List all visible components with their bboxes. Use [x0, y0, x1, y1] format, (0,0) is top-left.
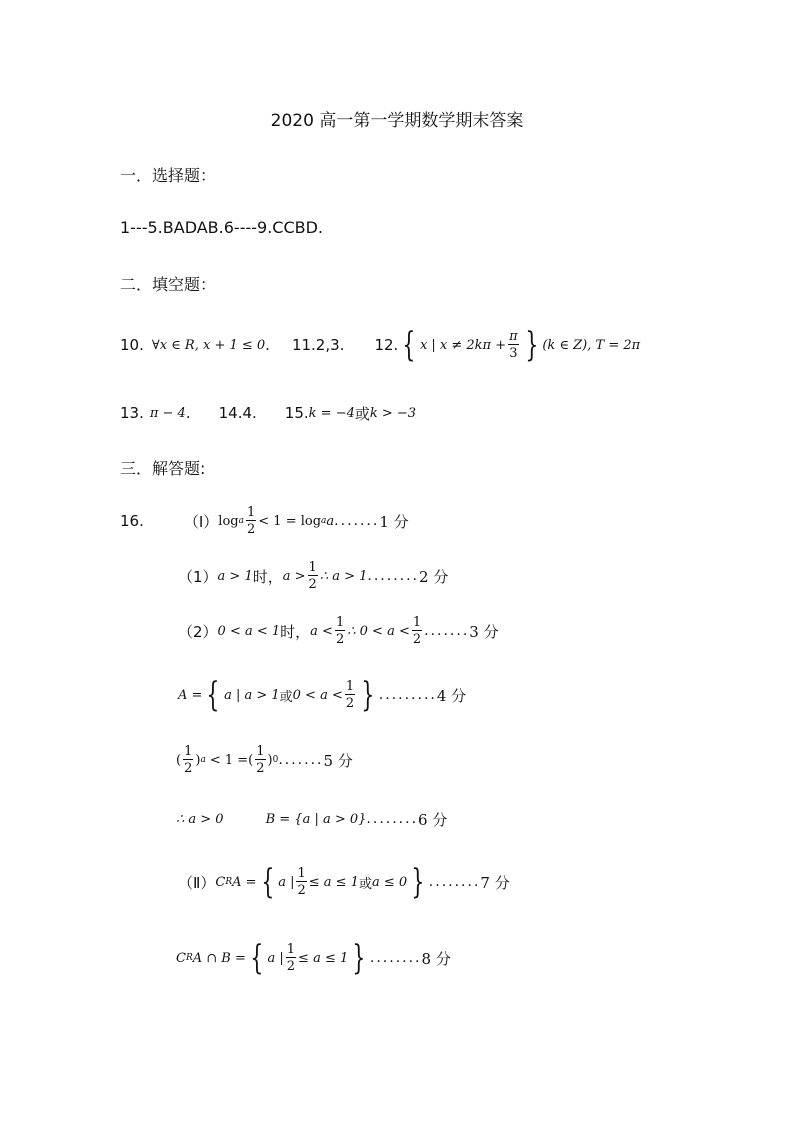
part-1-label: （Ⅰ） [183, 512, 219, 531]
q12-set-left: x | x ≠ 2kπ + [419, 337, 507, 353]
leader-dots: ........ [369, 950, 422, 966]
fraction-half [286, 943, 296, 973]
case-2-label: （2） [178, 622, 218, 641]
page-title: 2020 高一第一学期数学期末答案 [270, 111, 524, 131]
intersection-equals: A ∩ B = [192, 950, 246, 966]
q12-set-right: (k ∈ Z), T = 2π [542, 337, 641, 353]
set-b: B = {a | a > 0} [265, 811, 367, 827]
choice-answers: 1---5.BADAB.6----9.CCBD. [120, 218, 323, 237]
fraction-half [308, 561, 318, 591]
numerator: 1 [412, 615, 422, 630]
section-fill-heading: 二．填空题： [120, 275, 217, 294]
score-7: 7 分 [480, 873, 510, 892]
denominator: 2 [345, 696, 355, 711]
q10-expression: ∀x ∈ R, x + 1 ≤ 0 [151, 337, 266, 353]
denominator: 2 [308, 577, 317, 592]
case-2-inequality: a < [310, 623, 333, 639]
set-a-or: 或 [279, 689, 293, 705]
section-solution-heading: 三．解答题: [120, 459, 206, 478]
solution-line-8 [176, 936, 451, 980]
log-compare: < 1 = log [258, 513, 322, 529]
score-2: 2 分 [419, 567, 449, 586]
left-brace: { [402, 325, 416, 365]
q12-denominator: 3 [509, 346, 518, 361]
leader-dots: ....... [334, 513, 380, 529]
denominator: 2 [246, 522, 256, 537]
left-brace: { [260, 862, 274, 902]
case-2-when: 时， [280, 622, 311, 641]
fraction-half [345, 680, 355, 710]
complement-condition-2: a ≤ 0 [371, 874, 408, 890]
leader-dots: ......... [378, 687, 437, 703]
q13-expression: π − 4 [149, 405, 186, 421]
denominator: 2 [256, 761, 265, 776]
case-1-result: ∴ a > 1 [319, 568, 368, 584]
q13-end: . [185, 404, 191, 422]
score-6: 6 分 [418, 810, 448, 829]
q10-label: 10. [120, 336, 144, 354]
log-text: log [218, 513, 239, 529]
case-2-result: ∴ 0 < a < [347, 623, 410, 639]
complement-symbol: C [176, 950, 186, 966]
q12-numerator: π [509, 329, 518, 344]
score-5: 5 分 [323, 751, 353, 770]
set-a-label: A = [178, 687, 203, 703]
question-16-number: 16. [120, 512, 144, 530]
solution-line-3 [178, 612, 499, 650]
solution-line-7 [178, 860, 510, 904]
fill-answers-row-2 [120, 402, 416, 424]
intersection-condition: ≤ a ≤ 1 [298, 950, 349, 966]
q15-label: 15. [284, 404, 309, 422]
fraction-half [255, 745, 265, 775]
complement-or: 或 [358, 876, 372, 892]
leader-dots: ........ [367, 568, 420, 584]
q15-expression-2: k > −3 [369, 405, 417, 421]
score-3: 3 分 [469, 622, 499, 641]
denominator: 2 [184, 761, 193, 776]
score-1: 1 分 [379, 512, 409, 531]
q15-expression-1: k = −4 [308, 405, 355, 421]
score-4: 4 分 [436, 686, 467, 705]
q12-fraction [508, 330, 519, 360]
conclusion-a-positive: ∴ a > 0 [176, 811, 224, 827]
left-brace: { [206, 675, 220, 715]
numerator: 1 [184, 744, 193, 759]
complement-condition-1: ≤ a ≤ 1 [308, 874, 359, 890]
complement-subscript: R [225, 877, 233, 887]
numerator: 1 [256, 744, 265, 759]
numerator: 1 [335, 615, 345, 630]
right-brace: } [361, 675, 375, 715]
fraction-half [296, 867, 306, 897]
complement-symbol: C [215, 874, 226, 890]
section-choice-heading: 一．选择题： [120, 166, 217, 185]
leader-dots: ........ [366, 811, 419, 827]
case-1-condition: a > 1 [217, 568, 253, 584]
denominator: 2 [286, 959, 296, 974]
set-element: a | [267, 950, 284, 966]
case-1-when: 时， [252, 567, 283, 586]
leader-dots: ....... [278, 752, 324, 768]
denominator: 2 [297, 883, 306, 898]
left-brace: { [250, 938, 264, 978]
solution-line-1 [120, 502, 409, 540]
complement-subscript: R [185, 953, 193, 963]
solution-line-4 [178, 673, 466, 717]
numerator: 1 [246, 505, 256, 520]
log-base: a [321, 516, 327, 526]
numerator: 1 [297, 866, 306, 881]
denominator: 2 [335, 632, 345, 647]
leader-dots: ........ [428, 874, 481, 890]
log-base: a [238, 516, 244, 526]
leader-dots: ....... [424, 623, 470, 639]
right-brace: } [411, 862, 425, 902]
fill-answers-row-1 [120, 327, 640, 363]
q14-answer: 14.4. [218, 404, 257, 422]
exponent-zero: 0 [272, 755, 279, 765]
case-2-condition: 0 < a < 1 [217, 623, 281, 639]
score-8: 8 分 [421, 949, 451, 968]
fraction-half [412, 616, 422, 646]
numerator: 1 [345, 679, 355, 694]
exponent-a: a [200, 755, 206, 765]
q11-answer: 11.2,3. [291, 336, 345, 354]
solution-line-5: ( $\frac{1}{2}$ ) a < 1 = ( $\frac{1}{2}$ ) 0 ....... 5 分 [176, 744, 353, 776]
set-a-condition-1: a | a > 1 [224, 687, 280, 703]
numerator: 1 [286, 942, 296, 957]
solution-line-2 [178, 557, 448, 595]
q12-label: 12. [374, 336, 399, 354]
solution-line-6 [176, 808, 447, 830]
part-2-label: （Ⅱ） [178, 873, 216, 892]
set-element: a | [278, 874, 295, 890]
case-1-label: （1） [178, 567, 218, 586]
fraction-half [183, 745, 193, 775]
set-a-condition-2: 0 < a < [292, 687, 343, 703]
q10-end: . [265, 336, 270, 354]
inequality-middle: < 1 = [209, 752, 249, 768]
q13-label: 13. [120, 404, 144, 422]
case-1-inequality: a > [282, 568, 306, 584]
fraction-half [335, 616, 345, 646]
log-argument: a [326, 513, 335, 529]
q15-or: 或 [354, 404, 370, 423]
numerator: 1 [308, 560, 317, 575]
right-brace: } [525, 325, 538, 365]
fraction-half [246, 506, 256, 536]
complement-a-equals: A = [232, 874, 257, 890]
right-brace: } [352, 938, 366, 978]
denominator: 2 [412, 632, 422, 647]
